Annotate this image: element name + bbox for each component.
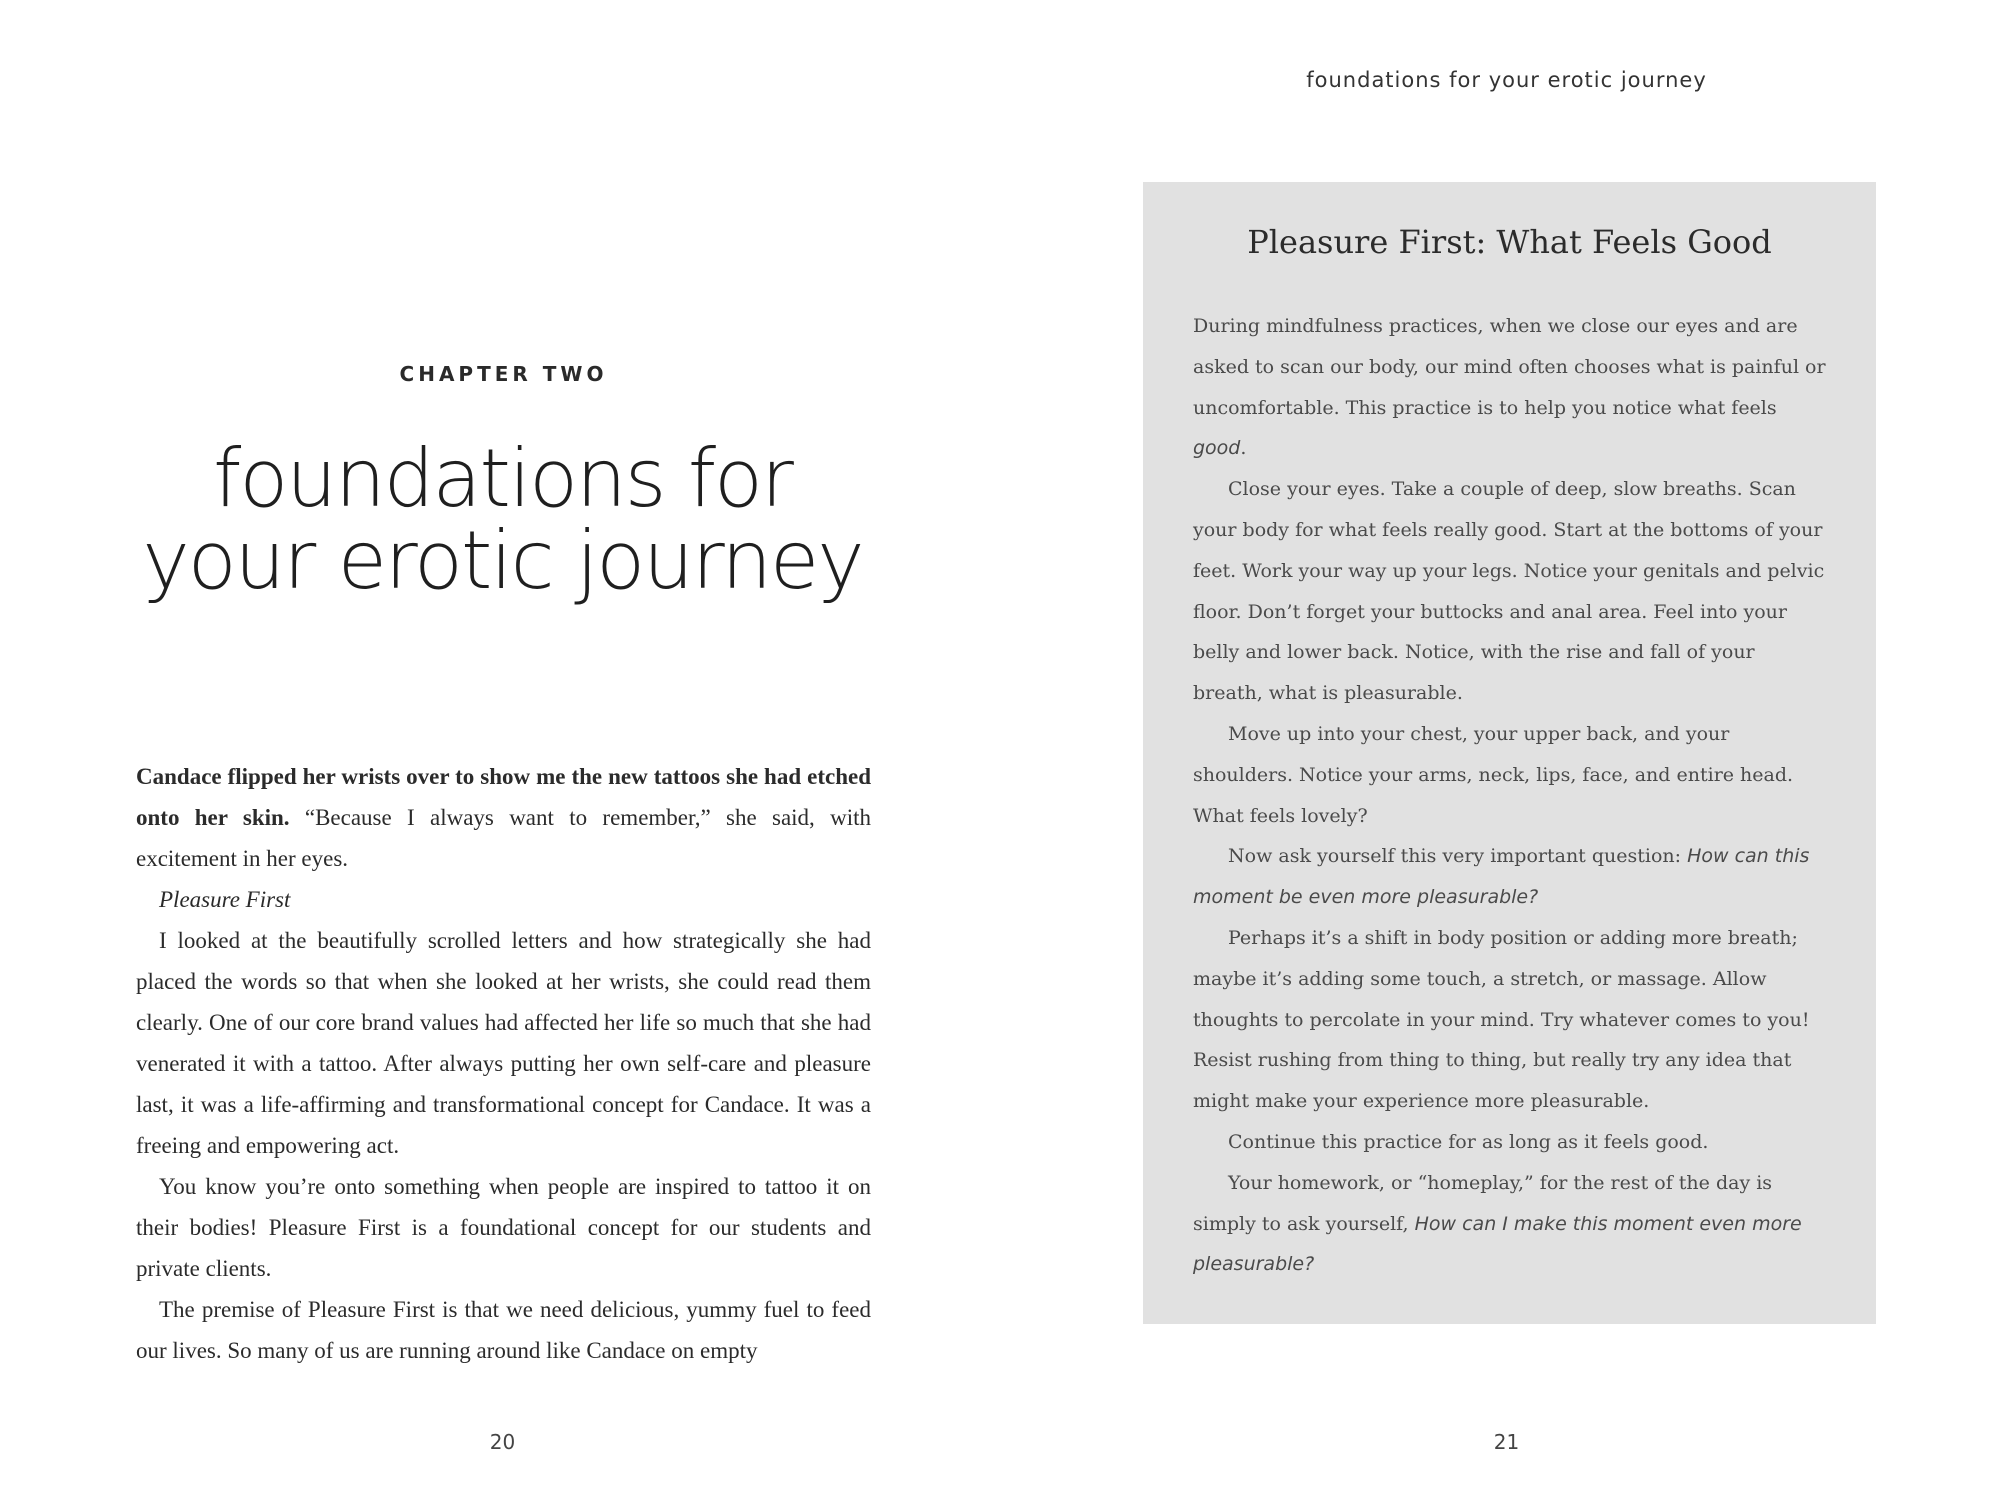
sidebar-body [1193, 306, 1826, 1285]
chapter-title [100, 432, 905, 607]
page-number-right: 21 [1493, 1430, 1520, 1454]
paragraph-1-rest: “Because I always want to remember,” she said, with excitement in her eyes. [136, 805, 871, 871]
emphasis-good: good [1193, 437, 1241, 460]
sidebar-paragraph-4-text: Now ask yourself this very important question: [1228, 845, 1688, 868]
emphasis-question: How can this moment be even more pleasurable? [1193, 845, 1810, 909]
exercise-sidebar [1143, 182, 1876, 1324]
paragraph-5: The premise of Pleasure First is that we need delicious, yummy fuel to feed our lives. So many of us are running around like Candace on empty [136, 1297, 871, 1363]
sidebar-paragraph-2: Close your eyes. Take a couple of deep, slow breaths. Scan your body for what feels really good. Start at the bottoms of your feet. Work your way up your legs. Notice your genitals and pelvic floor. Don’t forget your buttocks and anal area. Feel into your belly and lower back. Notice, with the rise and fall of your breath, what is pleasurable. [1193, 478, 1825, 705]
chapter-label: CHAPTER TWO [399, 362, 608, 386]
paragraph-1 [136, 756, 871, 879]
chapter-body [136, 756, 871, 1371]
sidebar-title: Pleasure First: What Feels Good [1247, 223, 1772, 261]
lead-in: Candace flipped her wrists over to show me the new tattoos she had etched onto her skin. [136, 764, 871, 830]
sidebar-paragraph-6: Continue this practice for as long as it feels good. [1228, 1130, 1709, 1153]
paragraph-3: I looked at the beautifully scrolled letters and how strategically she had placed the words so that when she looked at her wrists, she could read them clearly. One of our core brand values had affected her life so much that she had venerated it with a tattoo. After always putting her own self-care and pleasure last, it was a life-affirming and transformational concept for Candace. It was a freeing and empowering act. [136, 928, 871, 1158]
right-page [1000, 0, 2000, 1500]
sidebar-paragraph-5: Perhaps it’s a shift in body position or adding more breath; maybe it’s adding some touch, a stretch, or massage. Allow thoughts to percolate in your mind. Try whatever comes to you! Resist rushing from thing to thing, but really try any idea that might make your experience more pleasurable. [1193, 926, 1810, 1113]
sidebar-paragraph-7 [1193, 1163, 1826, 1285]
sidebar-paragraph-1-end: . [1240, 437, 1247, 460]
page-number-left: 20 [489, 1430, 516, 1454]
paragraph-4: You know you’re onto something when people are inspired to tattoo it on their bodies! Pleasure First is a foundational concept for our students and private clients. [136, 1174, 871, 1281]
paragraph-2 [136, 879, 871, 920]
tattoo-phrase: Pleasure First [159, 887, 291, 912]
running-head: foundations for your erotic journey [1306, 68, 1707, 92]
sidebar-paragraph-7-text: Your homework, or “homeplay,” for the rest of the day is simply to ask yourself, [1193, 1171, 1773, 1235]
sidebar-paragraph-4 [1193, 836, 1826, 918]
sidebar-paragraph-1-text: During mindfulness practices, when we close our eyes and are asked to scan our body, our mind often chooses what is painful or uncomfortable. This practice is to help you notice what feels [1193, 315, 1826, 419]
chapter-title-line1: foundations for [213, 432, 792, 525]
chapter-title-line2: your erotic journey [142, 514, 863, 607]
sidebar-paragraph-1 [1193, 306, 1826, 469]
sidebar-paragraph-3: Move up into your chest, your upper back, and your shoulders. Notice your arms, neck, lips, face, and entire head. What feels lovely? [1193, 722, 1794, 827]
emphasis-homeplay-question: How can I make this moment even more pleasurable? [1193, 1212, 1802, 1276]
